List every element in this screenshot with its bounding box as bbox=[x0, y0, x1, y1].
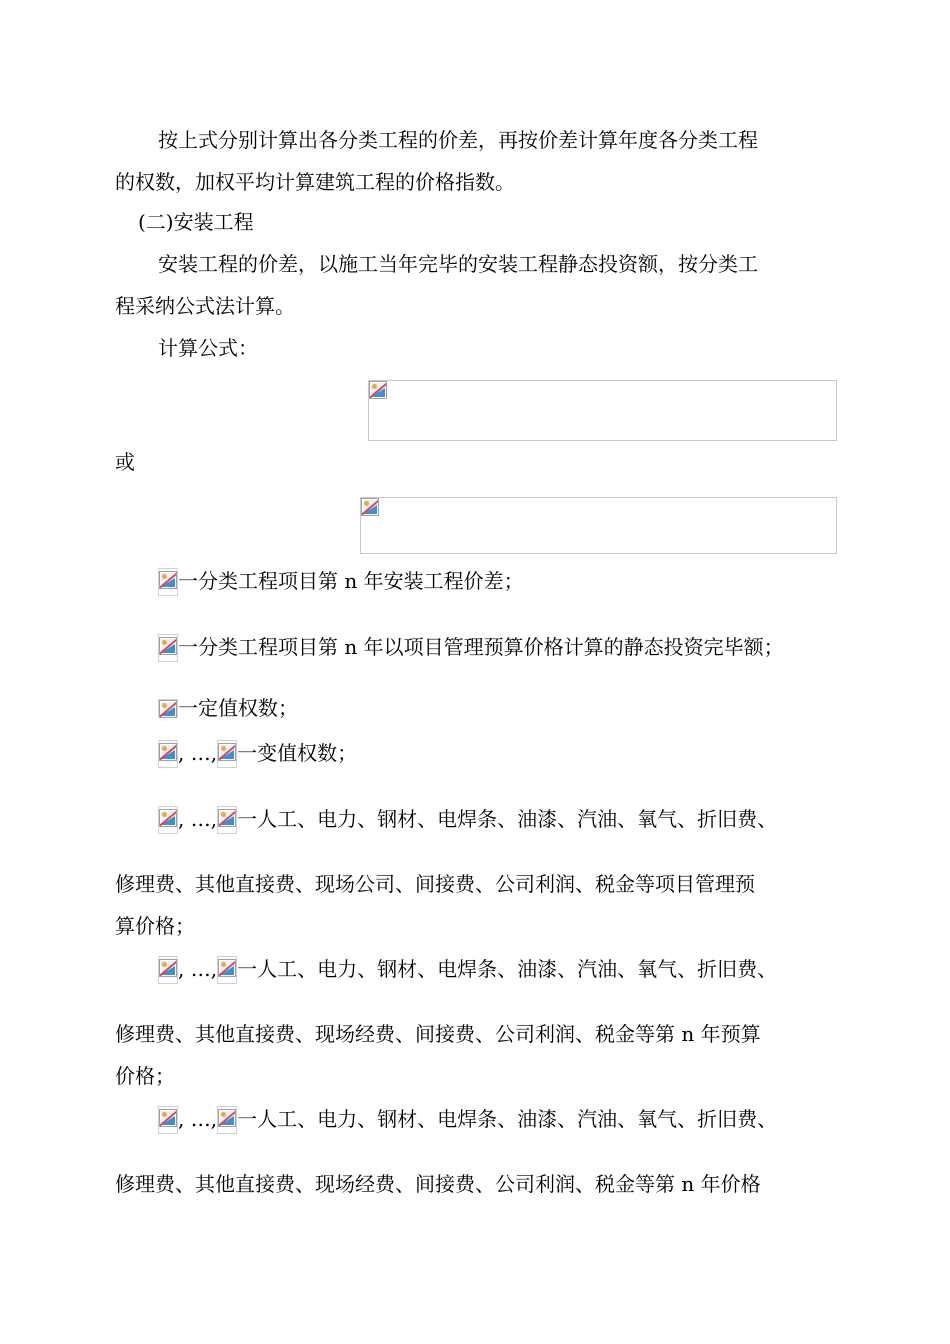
broken-image-icon bbox=[218, 809, 236, 827]
formula-image-2 bbox=[360, 497, 837, 554]
definition-5-line-3: 算价格； bbox=[115, 914, 195, 938]
paragraph-2-line-1: 安装工程的价差，以施工当年完毕的安装工程静态投资额，按分类工 bbox=[158, 252, 758, 276]
definition-6-line-1 bbox=[158, 956, 777, 984]
broken-image-icon bbox=[218, 1109, 236, 1127]
broken-image-icon bbox=[159, 700, 177, 718]
definition-4-separator: , …, bbox=[178, 741, 218, 765]
paragraph-1-line-1: 按上式分别计算出各分类工程的价差，再按价差计算年度各分类工程 bbox=[158, 128, 758, 152]
definition-7-line-2: 修理费、其他直接费、现场经费、间接费、公司利润、税金等第 n 年价格 bbox=[115, 1172, 761, 1196]
definition-2 bbox=[158, 634, 784, 662]
broken-image-icon bbox=[159, 571, 177, 589]
broken-image-icon bbox=[159, 743, 177, 761]
definition-5-line-2: 修理费、其他直接费、现场公司、间接费、公司利润、税金等项目管理预 bbox=[115, 872, 755, 896]
or-label: 或 bbox=[115, 450, 135, 474]
definition-3 bbox=[158, 696, 298, 720]
symbol-image bbox=[158, 740, 178, 768]
definition-5-line-1 bbox=[158, 806, 777, 834]
formula-image-1 bbox=[368, 380, 837, 441]
broken-image-icon bbox=[159, 1109, 177, 1127]
broken-image-icon bbox=[369, 381, 387, 399]
broken-image-icon bbox=[361, 498, 379, 516]
symbol-image bbox=[158, 956, 178, 984]
definition-6-text: 一人工、电力、钢材、电焊条、油漆、汽油、氧气、折旧费、 bbox=[237, 957, 778, 981]
broken-image-icon bbox=[218, 959, 236, 977]
symbol-image bbox=[158, 568, 178, 596]
symbol-image bbox=[217, 956, 237, 984]
symbol-image bbox=[158, 1106, 178, 1134]
definition-5-separator: , …, bbox=[178, 807, 218, 831]
definition-6-line-3: 价格； bbox=[115, 1064, 175, 1088]
symbol-image bbox=[158, 806, 178, 834]
symbol-image bbox=[217, 1106, 237, 1134]
symbol-image bbox=[158, 634, 178, 662]
formula-label: 计算公式： bbox=[158, 336, 258, 360]
definition-7-separator: , …, bbox=[178, 1107, 218, 1131]
definition-5-text: 一人工、电力、钢材、电焊条、油漆、汽油、氧气、折旧费、 bbox=[237, 807, 778, 831]
definition-4-text: 一变值权数； bbox=[237, 741, 358, 765]
paragraph-1-line-2: 的权数，加权平均计算建筑工程的价格指数。 bbox=[115, 170, 515, 194]
section-heading: (二)安装工程 bbox=[138, 210, 254, 234]
definition-7-text: 一人工、电力、钢材、电焊条、油漆、汽油、氧气、折旧费、 bbox=[237, 1107, 778, 1131]
definition-7-line-1 bbox=[158, 1106, 777, 1134]
broken-image-icon bbox=[218, 743, 236, 761]
definition-2-text: 一分类工程项目第 n 年以项目管理预算价格计算的静态投资完毕额； bbox=[178, 635, 784, 659]
definition-6-line-2: 修理费、其他直接费、现场经费、间接费、公司利润、税金等第 n 年预算 bbox=[115, 1022, 761, 1046]
definition-1-text: 一分类工程项目第 n 年安装工程价差； bbox=[178, 569, 524, 593]
symbol-image bbox=[158, 699, 178, 717]
paragraph-2-line-2: 程采纳公式法计算。 bbox=[115, 294, 295, 318]
broken-image-icon bbox=[159, 959, 177, 977]
definition-3-text: 一定值权数； bbox=[178, 696, 298, 720]
symbol-image bbox=[217, 740, 237, 768]
broken-image-icon bbox=[159, 809, 177, 827]
definition-1 bbox=[158, 568, 524, 596]
symbol-image bbox=[217, 806, 237, 834]
definition-4 bbox=[158, 740, 357, 768]
broken-image-icon bbox=[159, 637, 177, 655]
definition-6-separator: , …, bbox=[178, 957, 218, 981]
